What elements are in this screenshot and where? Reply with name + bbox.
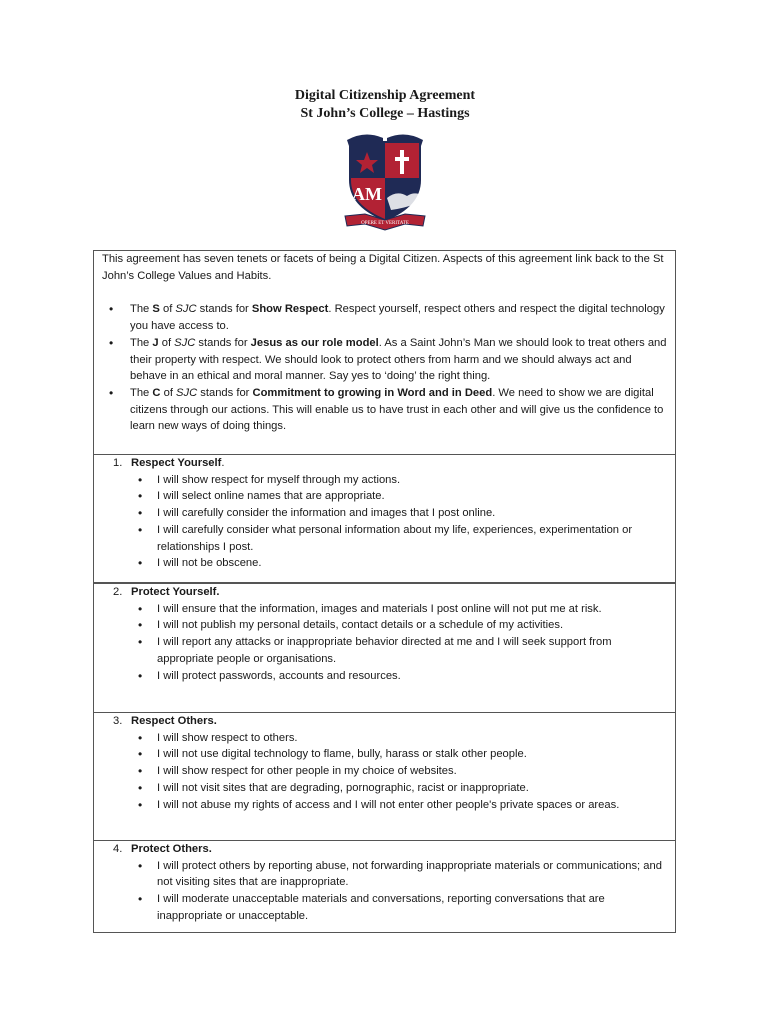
- section-items: [104, 472, 665, 572]
- list-item: • I will show respect to others.: [104, 730, 665, 747]
- section-heading-row: [104, 713, 665, 730]
- list-item: • I will carefully consider the information and images that I post online.: [104, 505, 665, 522]
- list-item: • I will ensure that the information, images and materials I post online will not put me at risk.: [104, 601, 665, 618]
- document-subtitle: St John’s College – Hastings: [300, 106, 470, 121]
- section-items: [104, 601, 665, 685]
- section-heading-row: [104, 584, 665, 601]
- intro-box: [93, 250, 676, 455]
- list-item: • I will not be obscene.: [104, 555, 665, 572]
- list-item: • I will protect others by reporting abuse, not forwarding inappropriate materials or communications; and not visiting sites that are inappropriate.: [104, 858, 665, 891]
- section-items: [104, 730, 665, 814]
- section-protect-yourself: [93, 583, 676, 713]
- intro-text: This agreement has seven tenets or facets of being a Digital Citizen. Aspects of this agreement link back to the St John’s College Values and Habits.: [102, 253, 664, 282]
- list-item: • I will moderate unacceptable materials and conversations, reporting conversations that are inappropriate or unacceptable.: [104, 891, 665, 924]
- section-number: 4.: [113, 843, 123, 855]
- section-items: [104, 858, 665, 925]
- section-heading: Protect Others.: [131, 843, 212, 855]
- list-item: • I will not visit sites that are degrading, pornographic, racist or inappropriate.: [104, 780, 665, 797]
- section-number: 3.: [113, 715, 123, 727]
- section-heading-row: 1. Respect Yourself.: [104, 455, 665, 472]
- list-item: • I will select online names that are appropriate.: [104, 488, 665, 505]
- college-crest-logo: [335, 128, 435, 232]
- section-number: 2.: [113, 586, 123, 598]
- list-item: • I will report any attacks or inappropriate behavior directed at me and I will seek support from appropriate people or organisations.: [104, 634, 665, 667]
- tenet-item: • The C of SJC stands for Commitment to growing in Word and in Deed. We need to show we are digital citizens through our actions. This will enable us to have trust in each other and will give us the confidence to learn new ways of doing things.: [102, 385, 667, 435]
- list-item: • I will show respect for other people in my choice of websites.: [104, 763, 665, 780]
- section-heading-row: [104, 841, 665, 858]
- tenet-item: • The S of SJC stands for Show Respect. Respect yourself, respect others and respect the digital technology you have access to.: [102, 301, 667, 334]
- tenet-item: • The J of SJC stands for Jesus as our role model. As a Saint John’s Man we should look to treat others and their property with respect. We should look to protect others from harm and we should always act and behave in an ethical and moral manner. Say yes to ‘doing’ the right thing.: [102, 335, 667, 385]
- section-respect-yourself: [93, 454, 676, 583]
- section-protect-others: [93, 840, 676, 933]
- list-item: • I will carefully consider what personal information about my life, experiences, experimentation or relationships I post.: [104, 522, 665, 555]
- crest-motto: OPERE ET VERITATE: [361, 221, 409, 226]
- list-item: • I will not use digital technology to flame, bully, harass or stalk other people.: [104, 746, 665, 763]
- document-title: Digital Citizenship Agreement: [294, 88, 476, 103]
- list-item: • I will not abuse my rights of access and I will not enter other people's private spaces or areas.: [104, 797, 665, 814]
- section-respect-others: [93, 712, 676, 841]
- section-heading: Respect Others.: [131, 715, 217, 727]
- section-heading: Protect Yourself.: [131, 586, 220, 598]
- list-item: • I will protect passwords, accounts and resources.: [104, 668, 665, 685]
- svg-text:AM: AM: [352, 184, 382, 204]
- list-item: • I will show respect for myself through my actions.: [104, 472, 665, 489]
- tenets-list: [102, 301, 667, 435]
- list-item: • I will not publish my personal details, contact details or a schedule of my activities.: [104, 617, 665, 634]
- section-heading: Respect Yourself: [131, 457, 222, 469]
- section-number: 1.: [113, 457, 123, 469]
